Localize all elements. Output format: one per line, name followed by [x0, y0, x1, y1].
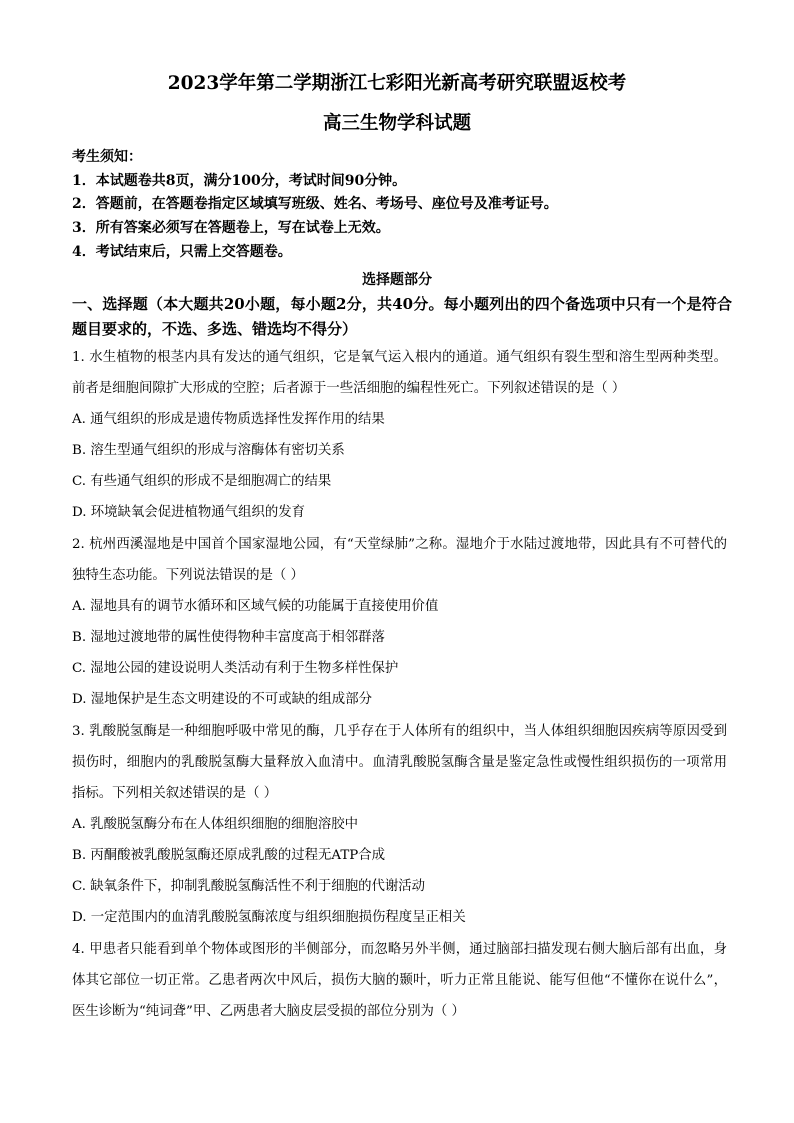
option-d: D. 环境缺氧会促进植物通气组织的发育 — [72, 505, 306, 520]
question-stem: 4. 甲患者只能看到单个物体或图形的半侧部分，而忽略另外半侧，通过脑部扫描发现右侧大脑后部有出血，身体其它部位一切正常。乙患者两次中风后，损伤大脑的颞叶，听力正常且能说、能写但他“不懂你在说什么”，医生诊断为“纯词聋”甲、乙两患者大脑皮层受损的部位分别为（ ） — [72, 942, 727, 1019]
part-title: 选择题部分 — [362, 272, 432, 288]
question-stem: 3. 乳酸脱氢酶是一种细胞呼吸中常见的酶，几乎存在于人体所有的组织中，当人体组织细胞因疾病等原因受到损伤时，细胞内的乳酸脱氢酶大量释放入血清中。血清乳酸脱氢酶含量是鉴定急性或慢性组织损伤的一项常用指标。下列相关叙述错误的是（ ） — [72, 724, 727, 801]
question-stem: 2. 杭州西溪湿地是中国首个国家湿地公园，有“天堂绿肺”之称。湿地介于水陆过渡地带，因此具有不可替代的独特生态功能。下列说法错误的是（ ） — [72, 537, 727, 583]
option-c: C. 湿地公园的建设说明人类活动有利于生物多样性保护 — [72, 661, 399, 676]
notes-item: 4．考试结束后，只需上交答题卷。 — [72, 243, 292, 260]
notes-item: 3．所有答案必须写在答题卷上，写在试卷上无效。 — [72, 220, 390, 237]
option-d: D. 湿地保护是生态文明建设的不可或缺的组成部分 — [72, 692, 372, 707]
exam-title: 2023学年第二学期浙江七彩阳光新高考研究联盟返校考 — [167, 73, 627, 94]
option-a: A. 乳酸脱氢酶分布在人体组织细胞的细胞溶胶中 — [72, 817, 358, 832]
candidate-notes — [72, 146, 732, 265]
option-b: B. 丙酮酸被乳酸脱氢酶还原成乳酸的过程无ATP合成 — [72, 848, 386, 863]
option-c: C. 缺氧条件下，抑制乳酸脱氢酶活性不利于细胞的代谢活动 — [72, 879, 426, 894]
exam-subtitle: 高三生物学科试题 — [322, 113, 471, 134]
option-b: B. 溶生型通气组织的形成与溶酶体有密切关系 — [72, 443, 345, 458]
option-b: B. 湿地过渡地带的属性使得物种丰富度高于相邻群落 — [72, 630, 385, 645]
option-a: A. 湿地具有的调节水循环和区域气候的功能属于直接使用价值 — [72, 599, 439, 614]
notes-item: 1．本试题卷共8页，满分100分，考试时间90分钟。 — [72, 172, 407, 189]
question-stem: 1. 水生植物的根茎内具有发达的通气组织，它是氧气运入根内的通道。通气组织有裂生型和溶生型两种类型。前者是细胞间隙扩大形成的空腔；后者源于一些活细胞的编程性死亡。下列叙述错误的是（ ） — [72, 350, 727, 396]
section-heading: 一、选择题（本大题共20小题，每小题2分，共40分。每小题列出的四个备选项中只有一个是符合题目要求的，不选、多选、错选均不得分） — [72, 295, 732, 338]
option-a: A. 通气组织的形成是遗传物质选择性发挥作用的结果 — [72, 412, 385, 427]
notes-item: 2．答题前，在答题卷指定区域填写班级、姓名、考场号、座位号及准考证号。 — [72, 196, 558, 213]
question-4 — [72, 934, 727, 1027]
option-d: D. 一定范围内的血清乳酸脱氢酶浓度与组织细胞损伤程度呈正相关 — [72, 910, 466, 925]
question-2 — [72, 529, 727, 715]
option-c: C. 有些通气组织的形成不是细胞凋亡的结果 — [72, 474, 332, 489]
question-3 — [72, 716, 727, 933]
notes-heading: 考生须知： — [72, 149, 142, 165]
question-1 — [72, 342, 727, 528]
